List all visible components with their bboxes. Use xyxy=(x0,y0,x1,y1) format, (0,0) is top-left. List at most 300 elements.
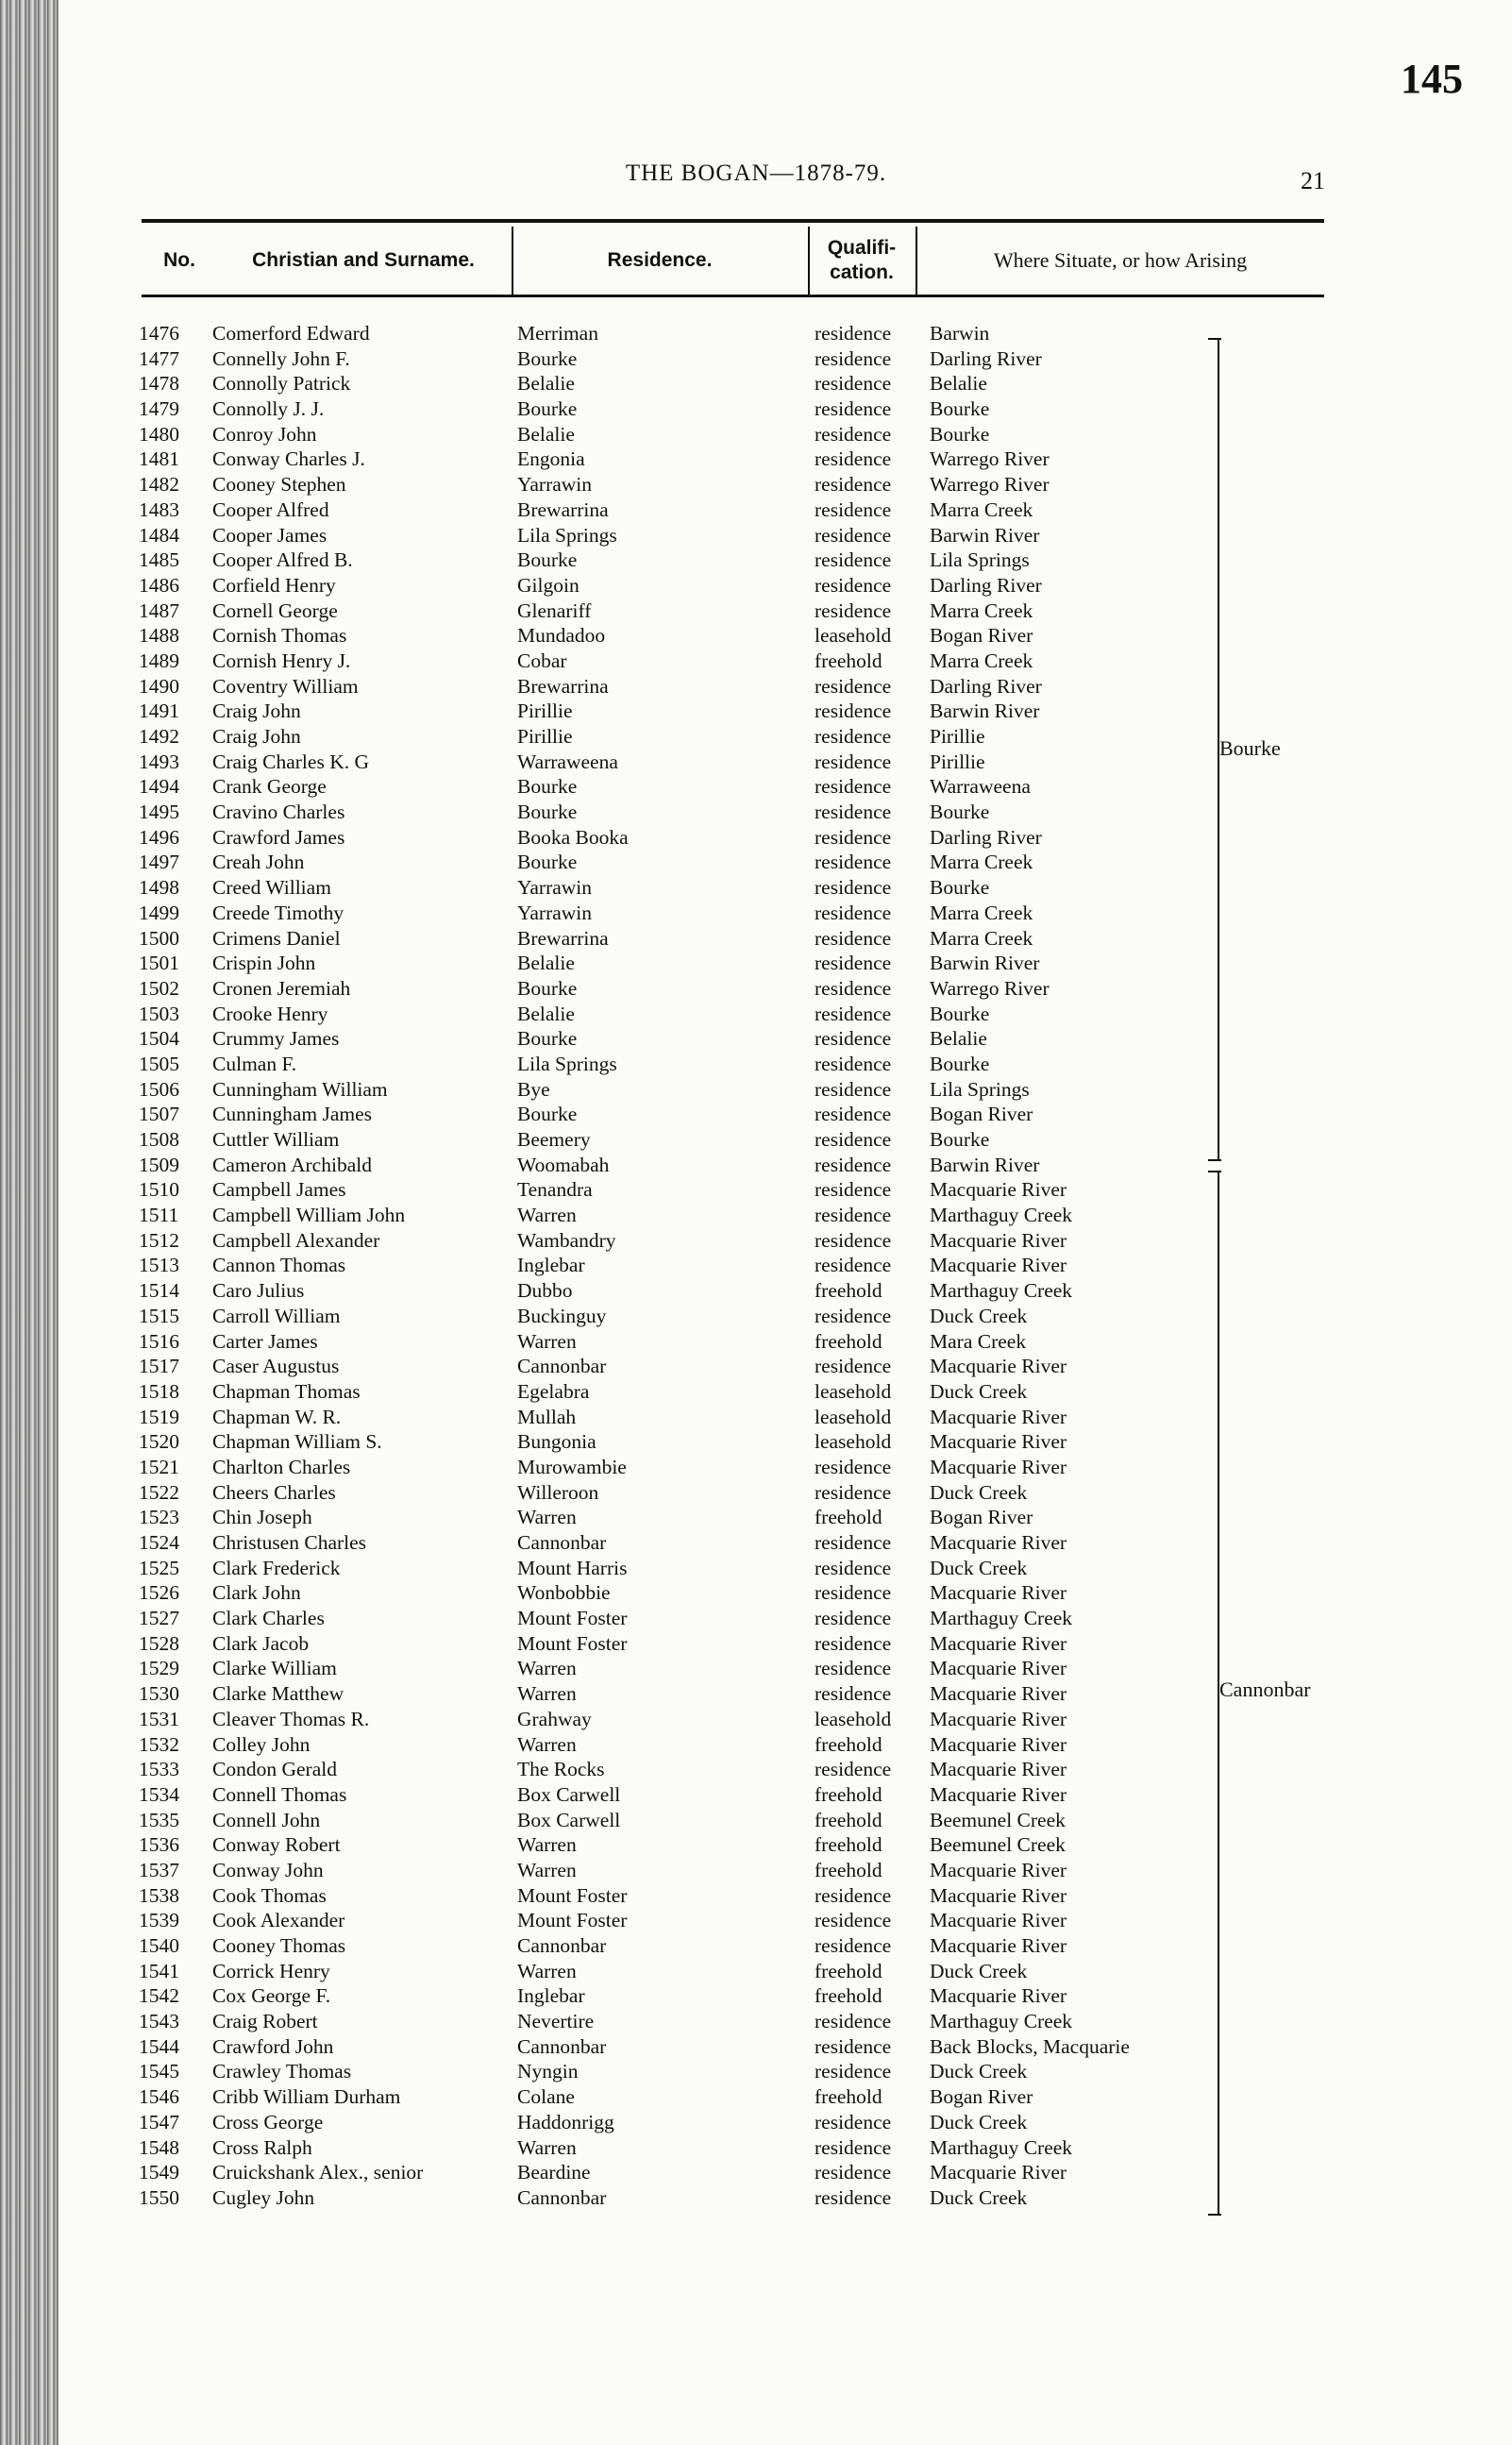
property-location: Macquarie River xyxy=(930,1909,1067,1932)
property-location: Beemunel Creek xyxy=(930,1833,1066,1857)
entry-number: 1524 xyxy=(139,1531,179,1554)
voter-qualification: freehold xyxy=(815,1732,882,1756)
property-location: Bourke xyxy=(930,1052,990,1075)
voter-qualification: residence xyxy=(815,497,892,521)
voter-qualification: residence xyxy=(815,1607,892,1630)
property-location: Back Blocks, Macquarie xyxy=(930,2034,1130,2058)
voter-residence: Gilgoin xyxy=(517,573,580,597)
property-location: Belalie xyxy=(930,372,987,396)
voter-name: Cross Ralph xyxy=(212,2135,312,2159)
entry-number: 1500 xyxy=(139,926,179,950)
bracket-end xyxy=(1208,1171,1221,1172)
voter-name: Coventry William xyxy=(212,674,359,698)
table-row xyxy=(0,1883,1512,1909)
entry-number: 1478 xyxy=(139,372,179,396)
table-row xyxy=(0,497,1512,523)
table-row xyxy=(0,699,1512,724)
voter-name: Crawford John xyxy=(212,2034,334,2058)
entry-number: 1489 xyxy=(139,649,179,672)
voter-qualification: residence xyxy=(815,876,892,900)
property-location: Bourke xyxy=(930,1002,990,1025)
voter-qualification: leasehold xyxy=(815,1707,892,1730)
voter-qualification: residence xyxy=(815,1304,892,1327)
district-label-bourke: Bourke xyxy=(1219,736,1281,760)
voter-residence: Mullah xyxy=(517,1405,577,1428)
bracket-end xyxy=(1208,1159,1221,1161)
entry-number: 1510 xyxy=(139,1178,179,1202)
table-row xyxy=(0,2110,1512,2135)
voter-name: Cleaver Thomas R. xyxy=(212,1707,370,1730)
property-location: Bourke xyxy=(930,397,990,421)
property-location: Duck Creek xyxy=(930,2060,1028,2083)
table-row xyxy=(0,901,1512,926)
property-location: Macquarie River xyxy=(930,1782,1067,1806)
voter-name: Connolly J. J. xyxy=(212,397,325,421)
voter-residence: Wonbobbie xyxy=(517,1581,611,1605)
table-row xyxy=(0,623,1512,649)
voter-qualification: residence xyxy=(815,1052,892,1075)
voter-residence: Engonia xyxy=(517,447,585,471)
table-row xyxy=(0,951,1512,976)
property-location: Barwin xyxy=(930,322,990,345)
voter-name: Christusen Charles xyxy=(212,1531,367,1554)
table-row xyxy=(0,599,1512,624)
voter-qualification: residence xyxy=(815,2034,892,2058)
property-location: Marthaguy Creek xyxy=(930,1279,1073,1303)
entry-number: 1539 xyxy=(139,1909,179,1932)
voter-qualification: leasehold xyxy=(815,1405,892,1428)
voter-qualification: residence xyxy=(815,1883,892,1907)
entry-number: 1519 xyxy=(139,1405,179,1428)
voter-name: Cooney Stephen xyxy=(212,473,346,497)
voter-residence: Mount Foster xyxy=(517,1883,628,1907)
entry-number: 1530 xyxy=(139,1682,179,1706)
voter-name: Cribb William Durham xyxy=(212,2085,401,2109)
voter-name: Chapman Thomas xyxy=(212,1379,361,1403)
voter-name: Comerford Edward xyxy=(212,322,370,345)
table-row xyxy=(0,1808,1512,1833)
voter-qualification: freehold xyxy=(815,1808,882,1831)
voter-qualification: residence xyxy=(815,1909,892,1932)
voter-residence: Pirillie xyxy=(517,700,573,723)
table-row xyxy=(0,1707,1512,1732)
entry-number: 1542 xyxy=(139,1984,179,2008)
entry-number: 1506 xyxy=(139,1077,179,1101)
voter-qualification: residence xyxy=(815,1758,892,1781)
voter-name: Crooke Henry xyxy=(212,1002,328,1025)
table-row xyxy=(0,1505,1512,1530)
voter-name: Condon Gerald xyxy=(212,1758,337,1781)
voter-name: Clark Frederick xyxy=(212,1556,341,1579)
voter-residence: Nevertire xyxy=(517,2010,595,2033)
voter-residence: Bourke xyxy=(517,548,578,572)
voter-name: Conway John xyxy=(212,1858,324,1881)
voter-residence: Glenariff xyxy=(517,599,592,622)
voter-name: Connolly Patrick xyxy=(212,372,351,396)
voter-name: Cornell George xyxy=(212,599,338,622)
entry-number: 1547 xyxy=(139,2110,179,2133)
entry-number: 1487 xyxy=(139,599,179,622)
bracket-end xyxy=(1208,2214,1221,2216)
voter-residence: Murowambie xyxy=(517,1455,627,1478)
property-location: Macquarie River xyxy=(930,1657,1067,1680)
property-location: Macquarie River xyxy=(930,1707,1067,1730)
voter-name: Cunningham William xyxy=(212,1077,388,1101)
table-row xyxy=(0,1203,1512,1228)
column-header-no: No. xyxy=(163,249,195,271)
voter-qualification: residence xyxy=(815,1556,892,1579)
entry-number: 1496 xyxy=(139,825,179,849)
property-location: Macquarie River xyxy=(930,1430,1067,1454)
table-row xyxy=(0,1908,1512,1933)
voter-name: Craig Robert xyxy=(212,2010,318,2033)
entry-number: 1495 xyxy=(139,801,179,824)
voter-qualification: residence xyxy=(815,952,892,975)
voter-residence: Belalie xyxy=(517,952,575,975)
voter-name: Crank George xyxy=(212,775,327,799)
entry-number: 1541 xyxy=(139,1959,179,1982)
voter-residence: Cannonbar xyxy=(517,1355,607,1378)
entry-number: 1477 xyxy=(139,346,179,370)
voter-name: Cannon Thomas xyxy=(212,1254,346,1277)
property-location: Belalie xyxy=(930,1027,987,1051)
voter-qualification: residence xyxy=(815,1153,892,1176)
voter-qualification: residence xyxy=(815,851,892,874)
entry-number: 1537 xyxy=(139,1858,179,1881)
district-label-cannonbar: Cannonbar xyxy=(1219,1678,1311,1701)
entry-number: 1538 xyxy=(139,1883,179,1907)
table-row xyxy=(0,523,1512,548)
property-location: Pirillie xyxy=(930,725,985,748)
voter-name: Crawford James xyxy=(212,825,345,849)
voter-qualification: residence xyxy=(815,1228,892,1252)
voter-qualification: residence xyxy=(815,422,892,446)
voter-qualification: residence xyxy=(815,1002,892,1025)
table-row xyxy=(0,1304,1512,1329)
entry-number: 1504 xyxy=(139,1027,179,1051)
voter-qualification: residence xyxy=(815,2010,892,2033)
entry-number: 1534 xyxy=(139,1782,179,1806)
voter-residence: Inglebar xyxy=(517,1984,585,2008)
entry-number: 1515 xyxy=(139,1304,179,1327)
voter-name: Campbell James xyxy=(212,1178,346,1202)
property-location: Macquarie River xyxy=(930,1355,1067,1378)
property-location: Barwin River xyxy=(930,952,1040,975)
property-location: Macquarie River xyxy=(930,1405,1067,1428)
voter-name: Conway Charles J. xyxy=(212,447,365,471)
voter-residence: Beemery xyxy=(517,1128,591,1151)
property-location: Macquarie River xyxy=(930,1531,1067,1554)
column-header-residence: Residence. xyxy=(607,249,713,271)
property-location: Darling River xyxy=(930,346,1042,370)
voter-residence: Box Carwell xyxy=(517,1782,621,1806)
voter-name: Carroll William xyxy=(212,1304,341,1327)
voter-residence: The Rocks xyxy=(517,1758,605,1781)
voter-residence: Yarrawin xyxy=(517,473,593,497)
property-location: Macquarie River xyxy=(930,1682,1067,1706)
voter-residence: Warren xyxy=(517,1506,577,1529)
table-row xyxy=(0,2034,1512,2060)
table-row xyxy=(0,1253,1512,1278)
entry-number: 1532 xyxy=(139,1732,179,1756)
voter-residence: Mount Foster xyxy=(517,1607,628,1630)
table-row xyxy=(0,1002,1512,1027)
voter-qualification: residence xyxy=(815,1455,892,1478)
property-location: Duck Creek xyxy=(930,1480,1028,1504)
voter-name: Crawley Thomas xyxy=(212,2060,352,2083)
table-row xyxy=(0,1732,1512,1758)
table-row xyxy=(0,1480,1512,1506)
voter-residence: Warren xyxy=(517,1959,577,1982)
entry-number: 1513 xyxy=(139,1254,179,1277)
voter-qualification: residence xyxy=(815,1204,892,1227)
header-rule-top xyxy=(142,219,1324,223)
voter-residence: Bourke xyxy=(517,1103,578,1126)
voter-residence: Beardine xyxy=(517,2161,591,2184)
table-row xyxy=(0,1606,1512,1631)
entry-number: 1545 xyxy=(139,2060,179,2083)
table-row xyxy=(0,371,1512,396)
property-location: Darling River xyxy=(930,674,1042,698)
entry-number: 1516 xyxy=(139,1329,179,1353)
voter-name: Crispin John xyxy=(212,952,316,975)
property-location: Bourke xyxy=(930,801,990,824)
entry-number: 1490 xyxy=(139,674,179,698)
voter-name: Craig Charles K. G xyxy=(212,750,369,773)
table-row xyxy=(0,346,1512,372)
property-location: Bourke xyxy=(930,876,990,900)
voter-residence: Mundadoo xyxy=(517,624,606,648)
voter-qualification: residence xyxy=(815,573,892,597)
voter-name: Campbell William John xyxy=(212,1204,406,1227)
page-number: 145 xyxy=(1401,56,1463,102)
voter-residence: Woomabah xyxy=(517,1153,610,1176)
voter-qualification: residence xyxy=(815,1103,892,1126)
property-location: Macquarie River xyxy=(930,1732,1067,1756)
entry-number: 1523 xyxy=(139,1506,179,1529)
entry-number: 1529 xyxy=(139,1657,179,1680)
voter-residence: Egelabra xyxy=(517,1379,590,1403)
entry-number: 1483 xyxy=(139,497,179,521)
voter-qualification: residence xyxy=(815,1480,892,1504)
entry-number: 1548 xyxy=(139,2135,179,2159)
property-location: Marra Creek xyxy=(930,497,1033,521)
voter-qualification: leasehold xyxy=(815,624,892,648)
table-row xyxy=(0,2084,1512,2110)
voter-residence: Mount Harris xyxy=(517,1556,628,1579)
property-location: Macquarie River xyxy=(930,1228,1067,1252)
table-row xyxy=(0,447,1512,472)
entry-number: 1522 xyxy=(139,1480,179,1504)
voter-residence: Box Carwell xyxy=(517,1808,621,1831)
voter-residence: Yarrawin xyxy=(517,876,593,900)
voter-name: Creah John xyxy=(212,851,305,874)
voter-name: Cameron Archibald xyxy=(212,1153,372,1176)
entry-number: 1479 xyxy=(139,397,179,421)
voter-qualification: residence xyxy=(815,447,892,471)
voter-residence: Merriman xyxy=(517,322,598,345)
column-header-qualification: Qualifi- cation. xyxy=(827,237,897,283)
voter-name: Creed William xyxy=(212,876,331,900)
table-row xyxy=(0,548,1512,573)
voter-qualification: freehold xyxy=(815,1506,882,1529)
table-row xyxy=(0,724,1512,750)
entry-number: 1501 xyxy=(139,952,179,975)
property-location: Duck Creek xyxy=(930,2185,1028,2209)
voter-name: Clarke Matthew xyxy=(212,1682,344,1706)
property-location: Barwin River xyxy=(930,523,1040,547)
voter-name: Corfield Henry xyxy=(212,573,336,597)
voter-name: Campbell Alexander xyxy=(212,1228,380,1252)
voter-name: Connelly John F. xyxy=(212,346,350,370)
property-location: Lila Springs xyxy=(930,1077,1030,1101)
property-location: Macquarie River xyxy=(930,1178,1067,1202)
voter-qualification: residence xyxy=(815,725,892,748)
voter-residence: Bourke xyxy=(517,801,578,824)
voter-qualification: freehold xyxy=(815,649,882,672)
voter-name: Creede Timothy xyxy=(212,901,344,924)
property-location: Marra Creek xyxy=(930,901,1033,924)
voter-name: Caser Augustus xyxy=(212,1355,340,1378)
voter-residence: Grahway xyxy=(517,1707,592,1730)
voter-residence: Bungonia xyxy=(517,1430,596,1454)
voter-name: Cronen Jeremiah xyxy=(212,976,351,1000)
voter-qualification: freehold xyxy=(815,1833,882,1857)
table-row xyxy=(0,1329,1512,1355)
property-location: Macquarie River xyxy=(930,1858,1067,1881)
property-location: Marthaguy Creek xyxy=(930,1607,1073,1630)
voter-name: Crummy James xyxy=(212,1027,340,1051)
entry-number: 1528 xyxy=(139,1631,179,1655)
voter-name: Chapman William S. xyxy=(212,1430,382,1454)
table-row xyxy=(0,1757,1512,1782)
voter-qualification: residence xyxy=(815,901,892,924)
entry-number: 1525 xyxy=(139,1556,179,1579)
voter-qualification: residence xyxy=(815,976,892,1000)
table-row xyxy=(0,875,1512,901)
table-row xyxy=(0,2009,1512,2034)
entry-number: 1482 xyxy=(139,473,179,497)
voter-name: Clark Jacob xyxy=(212,1631,310,1655)
property-location: Macquarie River xyxy=(930,1883,1067,1907)
property-location: Marthaguy Creek xyxy=(930,2135,1073,2159)
voter-qualification: residence xyxy=(815,322,892,345)
entry-number: 1511 xyxy=(139,1204,179,1227)
property-location: Barwin River xyxy=(930,700,1040,723)
voter-qualification: freehold xyxy=(815,2085,882,2109)
entry-number: 1491 xyxy=(139,700,179,723)
voter-residence: Mount Foster xyxy=(517,1909,628,1932)
voter-name: Caro Julius xyxy=(212,1279,305,1303)
voter-name: Cheers Charles xyxy=(212,1480,336,1504)
entry-number: 1481 xyxy=(139,447,179,471)
voter-qualification: residence xyxy=(815,1934,892,1957)
table-row xyxy=(0,1631,1512,1657)
voter-residence: Bourke xyxy=(517,976,578,1000)
voter-residence: Booka Booka xyxy=(517,825,629,849)
voter-qualification: residence xyxy=(815,372,892,396)
table-row xyxy=(0,1228,1512,1254)
entry-number: 1540 xyxy=(139,1934,179,1957)
table-row xyxy=(0,2160,1512,2185)
voter-residence: Warren xyxy=(517,1682,577,1706)
table-row xyxy=(0,2059,1512,2084)
voter-name: Culman F. xyxy=(212,1052,297,1075)
voter-residence: Cannonbar xyxy=(517,1531,607,1554)
column-header-where: Where Situate, or how Arising xyxy=(993,248,1248,272)
voter-name: Charlton Charles xyxy=(212,1455,351,1478)
voter-name: Cravino Charles xyxy=(212,801,345,824)
voter-qualification: residence xyxy=(815,2185,892,2209)
voter-name: Conway Robert xyxy=(212,1833,341,1857)
voter-residence: Inglebar xyxy=(517,1254,585,1277)
voter-residence: Lila Springs xyxy=(517,1052,617,1075)
voter-residence: Cannonbar xyxy=(517,2034,607,2058)
voter-name: Cook Alexander xyxy=(212,1909,345,1932)
voter-name: Craig John xyxy=(212,725,301,748)
entry-number: 1527 xyxy=(139,1607,179,1630)
entry-number: 1531 xyxy=(139,1707,179,1730)
property-location: Duck Creek xyxy=(930,1304,1028,1327)
property-location: Macquarie River xyxy=(930,1934,1067,1957)
voter-qualification: residence xyxy=(815,548,892,572)
voter-name: Clarke William xyxy=(212,1657,337,1680)
entry-number: 1518 xyxy=(139,1379,179,1403)
voter-qualification: freehold xyxy=(815,1782,882,1806)
voter-qualification: residence xyxy=(815,750,892,773)
table-row xyxy=(0,649,1512,674)
property-location: Duck Creek xyxy=(930,2110,1028,2133)
voter-qualification: residence xyxy=(815,473,892,497)
voter-residence: Colane xyxy=(517,2085,575,2109)
property-location: Bogan River xyxy=(930,1103,1033,1126)
voter-qualification: residence xyxy=(815,674,892,698)
property-location: Barwin River xyxy=(930,1153,1040,1176)
entry-number: 1502 xyxy=(139,976,179,1000)
table-row xyxy=(0,1177,1512,1203)
table-row xyxy=(0,750,1512,775)
property-location: Marra Creek xyxy=(930,926,1033,950)
table-row xyxy=(0,1933,1512,1959)
voter-residence: Cobar xyxy=(517,649,567,672)
voter-qualification: residence xyxy=(815,599,892,622)
voter-residence: Wambandry xyxy=(517,1228,616,1252)
property-location: Duck Creek xyxy=(930,1959,1028,1982)
voter-name: Cooney Thomas xyxy=(212,1934,346,1957)
entry-number: 1526 xyxy=(139,1581,179,1605)
entry-number: 1499 xyxy=(139,901,179,924)
entry-number: 1508 xyxy=(139,1128,179,1151)
voter-residence: Bourke xyxy=(517,1027,578,1051)
voter-qualification: residence xyxy=(815,2060,892,2083)
entry-number: 1533 xyxy=(139,1758,179,1781)
table-row xyxy=(0,1858,1512,1883)
voter-residence: Belalie xyxy=(517,422,575,446)
voter-name: Cornish Henry J. xyxy=(212,649,351,672)
property-location: Duck Creek xyxy=(930,1379,1028,1403)
property-location: Darling River xyxy=(930,825,1042,849)
voter-qualification: residence xyxy=(815,1657,892,1680)
property-location: Marra Creek xyxy=(930,599,1033,622)
property-location: Bourke xyxy=(930,422,990,446)
sheet-number: 21 xyxy=(1301,167,1325,194)
entry-number: 1544 xyxy=(139,2034,179,2058)
table-row xyxy=(0,1832,1512,1858)
voter-residence: Yarrawin xyxy=(517,901,593,924)
property-location: Beemunel Creek xyxy=(930,1808,1066,1831)
voter-residence: Brewarrina xyxy=(517,497,609,521)
voter-qualification: residence xyxy=(815,1027,892,1051)
